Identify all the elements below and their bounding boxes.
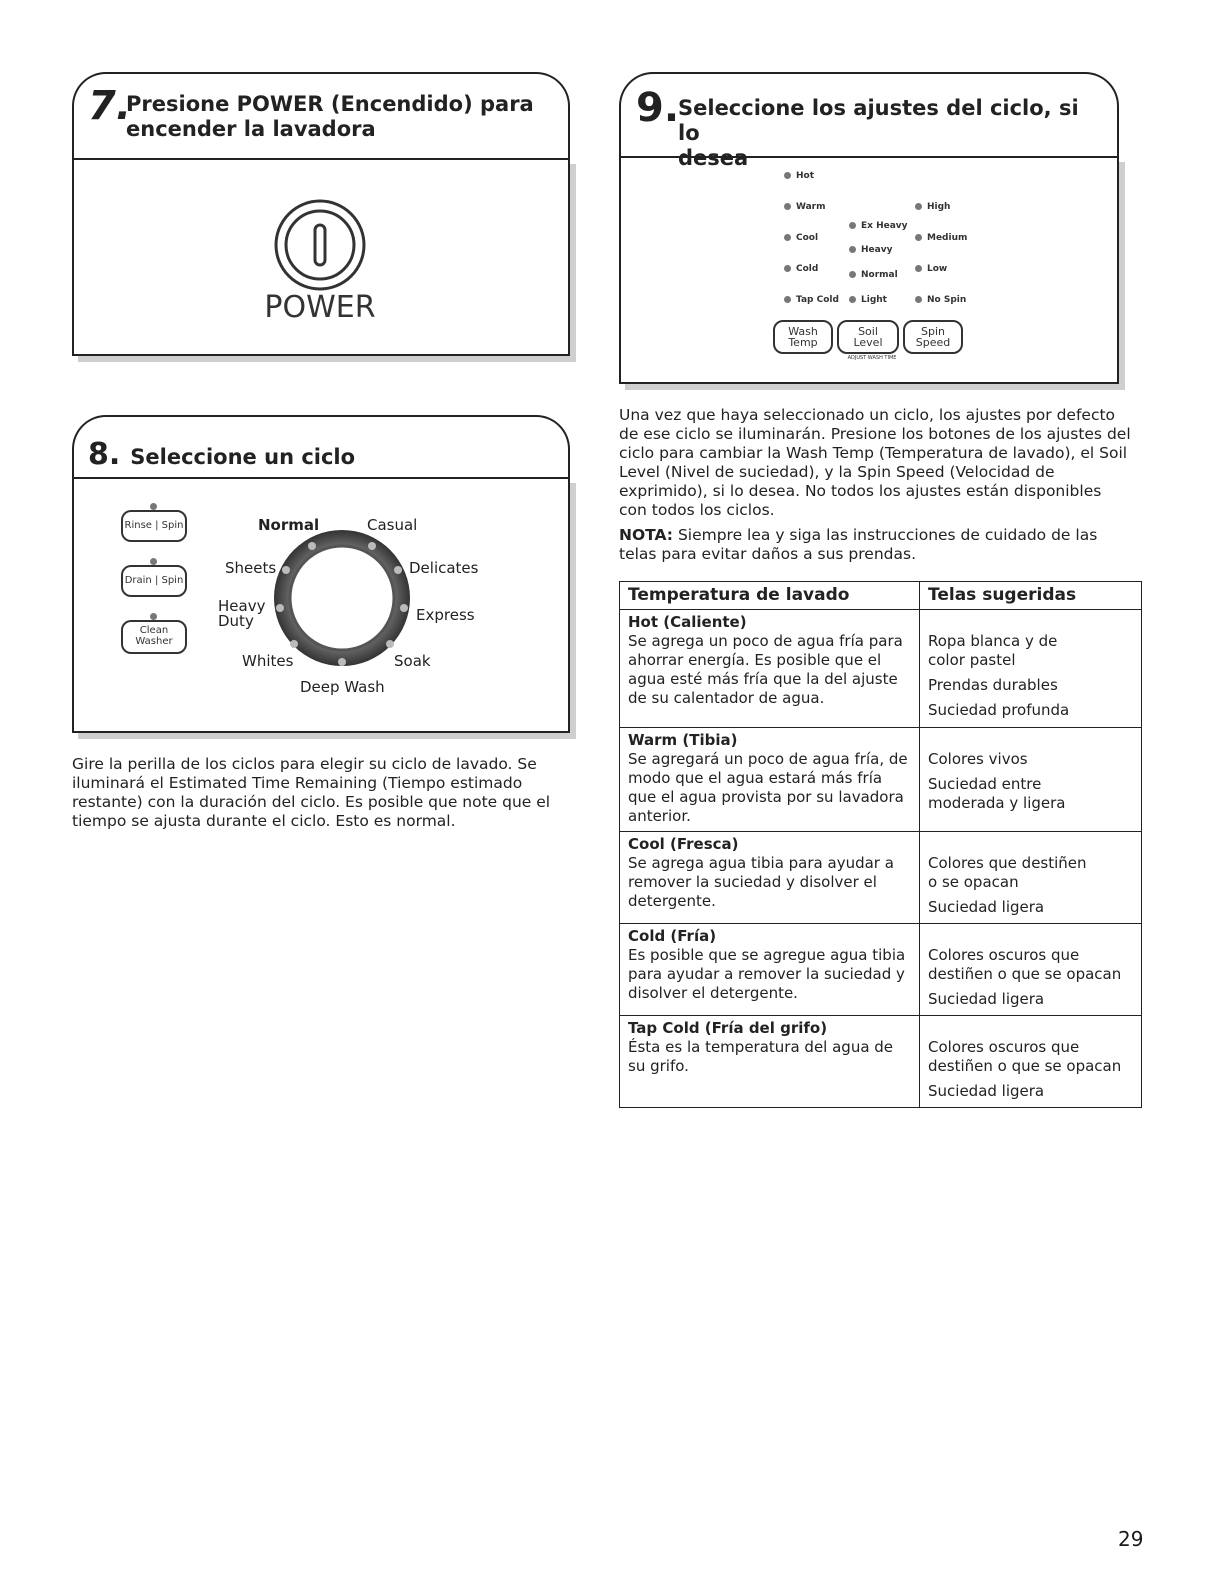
fabric-item: Suciedad ligera xyxy=(928,990,1045,1008)
fabric-item: Ropa blanca y de color pastel xyxy=(928,632,1058,669)
step9-number: 9. xyxy=(636,85,680,131)
cycle-casual: Casual xyxy=(367,516,418,534)
temp-warm-indicator xyxy=(784,203,791,210)
step9-title xyxy=(636,85,1106,171)
spin-low-indicator xyxy=(915,265,922,272)
row-text: Se agrega agua tibia para ayudar a remover la suciedad y disolver el detergente. xyxy=(628,854,894,910)
step9-title-line1: Seleccione los ajustes del ciclo, si lo xyxy=(678,96,1079,145)
page-number: 29 xyxy=(1118,1527,1144,1551)
step8-description: Gire la perilla de los ciclos para elegir su ciclo de lavado. Se iluminará el Estimated Time Remaining (Tiempo estimado restante) con la duración del ciclo. Es posible que note que el tiempo se ajusta durante el ciclo. Esto es normal. xyxy=(72,755,551,830)
note-text: Siempre lea y siga las instrucciones de cuidado de las telas para evitar daños a sus prendas. xyxy=(619,526,1098,563)
row-title: Warm (Tibia) xyxy=(628,731,738,749)
fabric-item: Colores oscuros que destiñen o que se opacan xyxy=(928,1038,1122,1075)
row-text: Es posible que se agregue agua tibia para ayudar a remover la suciedad y disolver el detergente. xyxy=(628,946,906,1002)
clean-washer-indicator xyxy=(150,613,157,620)
wash-temp-button[interactable]: Wash Temp xyxy=(773,320,833,354)
step8-title xyxy=(88,437,356,472)
temp-cool: Cool xyxy=(784,233,818,243)
row-text: Se agregará un poco de agua fría, de modo que el agua estará más fría que el agua provista por su lavadora anterior. xyxy=(628,750,908,825)
table-row xyxy=(620,1016,1142,1108)
cycle-delicates: Delicates xyxy=(409,559,479,577)
fabric-item: Suciedad entre moderada y ligera xyxy=(928,775,1066,812)
spin-high-indicator xyxy=(915,203,922,210)
soil-light: Light xyxy=(849,295,887,305)
row-title: Tap Cold (Fría del grifo) xyxy=(628,1019,828,1037)
clean-washer-button[interactable]: Clean Washer xyxy=(121,620,187,654)
cycle-heavy-duty: Heavy Duty xyxy=(218,597,266,630)
step8-title-text: Seleccione un ciclo xyxy=(130,445,356,469)
cycle-express: Express xyxy=(416,606,475,624)
temp-tap-cold-indicator xyxy=(784,296,791,303)
step7-title xyxy=(88,83,558,142)
cycle-normal: Normal xyxy=(258,516,320,534)
drain-spin-button[interactable]: Drain | Spin xyxy=(121,565,187,597)
power-icon[interactable] xyxy=(272,197,368,293)
cycle-whites: Whites xyxy=(242,652,294,670)
table-row xyxy=(620,924,1142,1016)
spin-medium-indicator xyxy=(915,234,922,241)
table-row xyxy=(620,728,1142,832)
temp-cold: Cold xyxy=(784,264,818,274)
step9-note xyxy=(619,526,1134,564)
row-text: Ésta es la temperatura del agua de su grifo. xyxy=(628,1038,894,1075)
temp-cool-indicator xyxy=(784,234,791,241)
header-fabrics: Telas sugeridas xyxy=(920,582,1142,610)
soil-normal: Normal xyxy=(849,270,898,280)
spin-high: High xyxy=(915,202,950,212)
soil-level-button[interactable]: Soil Level xyxy=(837,320,899,354)
step7-number: 7. xyxy=(88,83,132,129)
soil-heavy-indicator xyxy=(849,246,856,253)
row-title: Cool (Fresca) xyxy=(628,835,739,853)
temp-warm: Warm xyxy=(784,202,826,212)
temp-tap-cold: Tap Cold xyxy=(784,295,839,305)
rinse-spin-button[interactable]: Rinse | Spin xyxy=(121,510,187,542)
spin-no-spin-indicator xyxy=(915,296,922,303)
fabric-item: Colores que destiñen o se opacan xyxy=(928,854,1087,891)
step9-description: Una vez que haya seleccionado un ciclo, los ajustes por defecto de ese ciclo se iluminarán. Presione los botones de los ajustes del ciclo para cambiar la Wash Temp (Temperatura de lavado), el Soil Level (Nivel de suciedad), y la Spin Speed (Velocidad de exprimido), si lo desea. No todos los ajustes están disponibles con todos los ciclos. xyxy=(619,406,1131,519)
spin-no-spin: No Spin xyxy=(915,295,966,305)
fabric-item: Suciedad ligera xyxy=(928,898,1045,916)
soil-ex-heavy-indicator xyxy=(849,222,856,229)
fabric-item: Colores vivos xyxy=(928,750,1028,768)
cycle-deep-wash: Deep Wash xyxy=(300,678,385,696)
soil-normal-indicator xyxy=(849,271,856,278)
row-title: Cold (Fría) xyxy=(628,927,717,945)
spin-medium: Medium xyxy=(915,233,967,243)
wash-temperature-table xyxy=(619,581,1142,1108)
table-header-row xyxy=(620,582,1142,610)
step9-title-line2: desea xyxy=(678,146,749,170)
row-title: Hot (Caliente) xyxy=(628,613,747,631)
temp-cold-indicator xyxy=(784,265,791,272)
temp-hot: Hot xyxy=(784,171,814,181)
table-row xyxy=(620,610,1142,728)
fabric-item: Suciedad ligera xyxy=(928,1082,1045,1100)
fabric-item: Prendas durables xyxy=(928,676,1058,694)
drain-spin-indicator xyxy=(150,558,157,565)
step7-title-line2: encender la lavadora xyxy=(126,117,376,141)
fabric-item: Suciedad profunda xyxy=(928,701,1070,719)
soil-ex-heavy: Ex Heavy xyxy=(849,221,908,231)
soil-heavy: Heavy xyxy=(849,245,892,255)
table-row xyxy=(620,832,1142,924)
cycle-knob[interactable] xyxy=(272,528,412,668)
adjust-wash-time-label: ADJUST WASH TIME xyxy=(847,355,897,361)
spin-low: Low xyxy=(915,264,947,274)
cycle-sheets: Sheets xyxy=(225,559,277,577)
step7-title-line1: Presione POWER (Encendido) para xyxy=(126,92,534,116)
temp-hot-indicator xyxy=(784,172,791,179)
step8-number: 8. xyxy=(88,437,121,472)
spin-speed-button[interactable]: Spin Speed xyxy=(903,320,963,354)
row-text: Se agrega un poco de agua fría para ahorrar energía. Es posible que el agua esté más fría que la del ajuste de su calentador de agua. xyxy=(628,632,903,707)
rinse-spin-indicator xyxy=(150,503,157,510)
power-label: POWER xyxy=(264,290,376,325)
soil-light-indicator xyxy=(849,296,856,303)
note-label: NOTA: xyxy=(619,526,674,544)
cycle-soak: Soak xyxy=(394,652,431,670)
header-wash-temp: Temperatura de lavado xyxy=(620,582,920,610)
fabric-item: Colores oscuros que destiñen o que se opacan xyxy=(928,946,1122,983)
